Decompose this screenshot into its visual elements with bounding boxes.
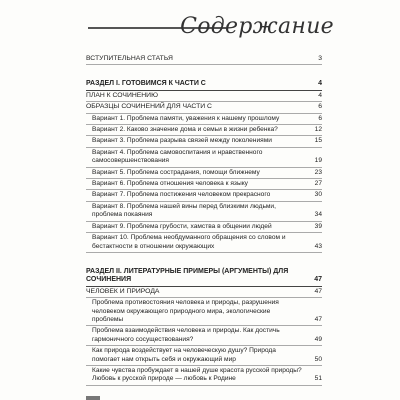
title-bar [0, 14, 400, 40]
toc-entry-page: 43 [314, 242, 322, 250]
toc-entry-title: Вариант 10. Проблема необдуманного обращения со словом и бестактности в отношении окружающих [92, 234, 286, 250]
toc-entry-page: 4 [318, 91, 322, 99]
toc-section[interactable] [86, 79, 322, 90]
toc-entry-page: 49 [314, 335, 322, 343]
toc-entry-page: 39 [314, 222, 322, 230]
toc-spacer [86, 253, 322, 263]
toc-entry-page: 47 [314, 276, 322, 284]
toc-entry[interactable] [86, 202, 322, 222]
toc-entry-page: 47 [314, 315, 322, 323]
toc-entry[interactable] [86, 298, 322, 326]
toc-entry[interactable] [86, 222, 322, 233]
table-of-contents [86, 54, 322, 386]
toc-entry-page: 47 [314, 287, 322, 295]
toc-entry[interactable] [86, 102, 322, 113]
toc-entry-page: 15 [314, 137, 322, 145]
toc-entry[interactable] [86, 136, 322, 147]
toc-entry[interactable] [86, 148, 322, 168]
page-edge-mark [86, 396, 100, 400]
toc-entry-title: ОБРАЗЦЫ СОЧИНЕНИЙ ДЛЯ ЧАСТИ С [86, 103, 212, 111]
toc-entry-title: Вариант 3. Проблема разрыва связей между поколениями [92, 137, 272, 145]
toc-entry-title: Вариант 7. Проблема постижения человеком прекрасного [92, 191, 271, 199]
toc-entry-title: ПЛАН К СОЧИНЕНИЮ [86, 91, 158, 99]
toc-entry-title: ВСТУПИТЕЛЬНАЯ СТАТЬЯ [86, 55, 173, 62]
toc-entry-title: Вариант 4. Проблема самовоспитания и нравственного самосовершенствования [92, 148, 263, 165]
page-title: Содержание [180, 14, 334, 39]
toc-entry-page: 34 [314, 211, 322, 219]
toc-entry[interactable] [86, 287, 322, 298]
toc-entry-title: Вариант 8. Проблема нашей вины перед близкими людьми, проблема покаяния [92, 202, 276, 219]
toc-entry-title: РАЗДЕЛ I. ГОТОВИМСЯ К ЧАСТИ С [86, 80, 206, 88]
toc-entry-title: Какие чувства пробуждает в нашей душе красота русской природы? Любовь к русской природе — любовь к Родине [92, 366, 302, 383]
toc-section[interactable] [86, 267, 322, 287]
toc-entry-title: РАЗДЕЛ II. ЛИТЕРАТУРНЫЕ ПРИМЕРЫ (АРГУМЕНТЫ) ДЛЯ СОЧИНЕНИЯ [86, 267, 289, 284]
toc-entry-title: Вариант 1. Проблема памяти, уважения к нашему прошлому [92, 114, 280, 122]
toc-entry[interactable] [86, 168, 322, 179]
toc-entry[interactable] [86, 233, 322, 253]
toc-entry-page: 6 [318, 103, 322, 111]
toc-spacer [86, 65, 322, 75]
toc-entry-page: 3 [318, 55, 322, 62]
toc-entry-page: 27 [314, 180, 322, 188]
toc-entry-title: Проблема взаимодействия человека и природы. Как достичь гармоничного сосуществования? [92, 327, 280, 343]
toc-entry-title: ЧЕЛОВЕК И ПРИРОДА [86, 287, 160, 295]
toc-entry-page: 4 [318, 80, 322, 88]
toc-entry[interactable] [86, 179, 322, 190]
toc-entry-title: Как природа воздействует на человеческую душу? Природа помогает нам открыть себя и окружающий мир [92, 347, 276, 363]
toc-entry[interactable] [86, 54, 322, 65]
toc-entry[interactable] [86, 346, 322, 366]
toc-entry-page: 23 [314, 168, 322, 176]
toc-entry[interactable] [86, 91, 322, 102]
toc-entry[interactable] [86, 114, 322, 125]
toc-entry[interactable] [86, 326, 322, 346]
toc-entry-page: 19 [314, 157, 322, 165]
toc-entry-title: Вариант 6. Проблема отношения человека к языку [92, 180, 248, 188]
toc-entry[interactable] [86, 190, 322, 201]
toc-entry-page: 51 [314, 375, 322, 383]
toc-entry-title: Проблема противостояния человека и природы, разрушения человеком окружающего природного мира, экологические проблемы [92, 299, 279, 323]
toc-entry-page: 6 [318, 114, 322, 122]
toc-entry[interactable] [86, 366, 322, 386]
toc-entry-page: 12 [314, 126, 322, 134]
toc-entry-page: 30 [314, 191, 322, 199]
toc-entry[interactable] [86, 125, 322, 136]
toc-entry-title: Вариант 9. Проблема грубости, хамства в общении людей [92, 222, 272, 230]
toc-entry-title: Вариант 5. Проблема сострадания, помощи ближнему [92, 168, 260, 176]
toc-entry-page: 50 [314, 355, 322, 363]
toc-entry-title: Вариант 2. Каково значение дома и семьи в жизни ребенка? [92, 126, 278, 134]
